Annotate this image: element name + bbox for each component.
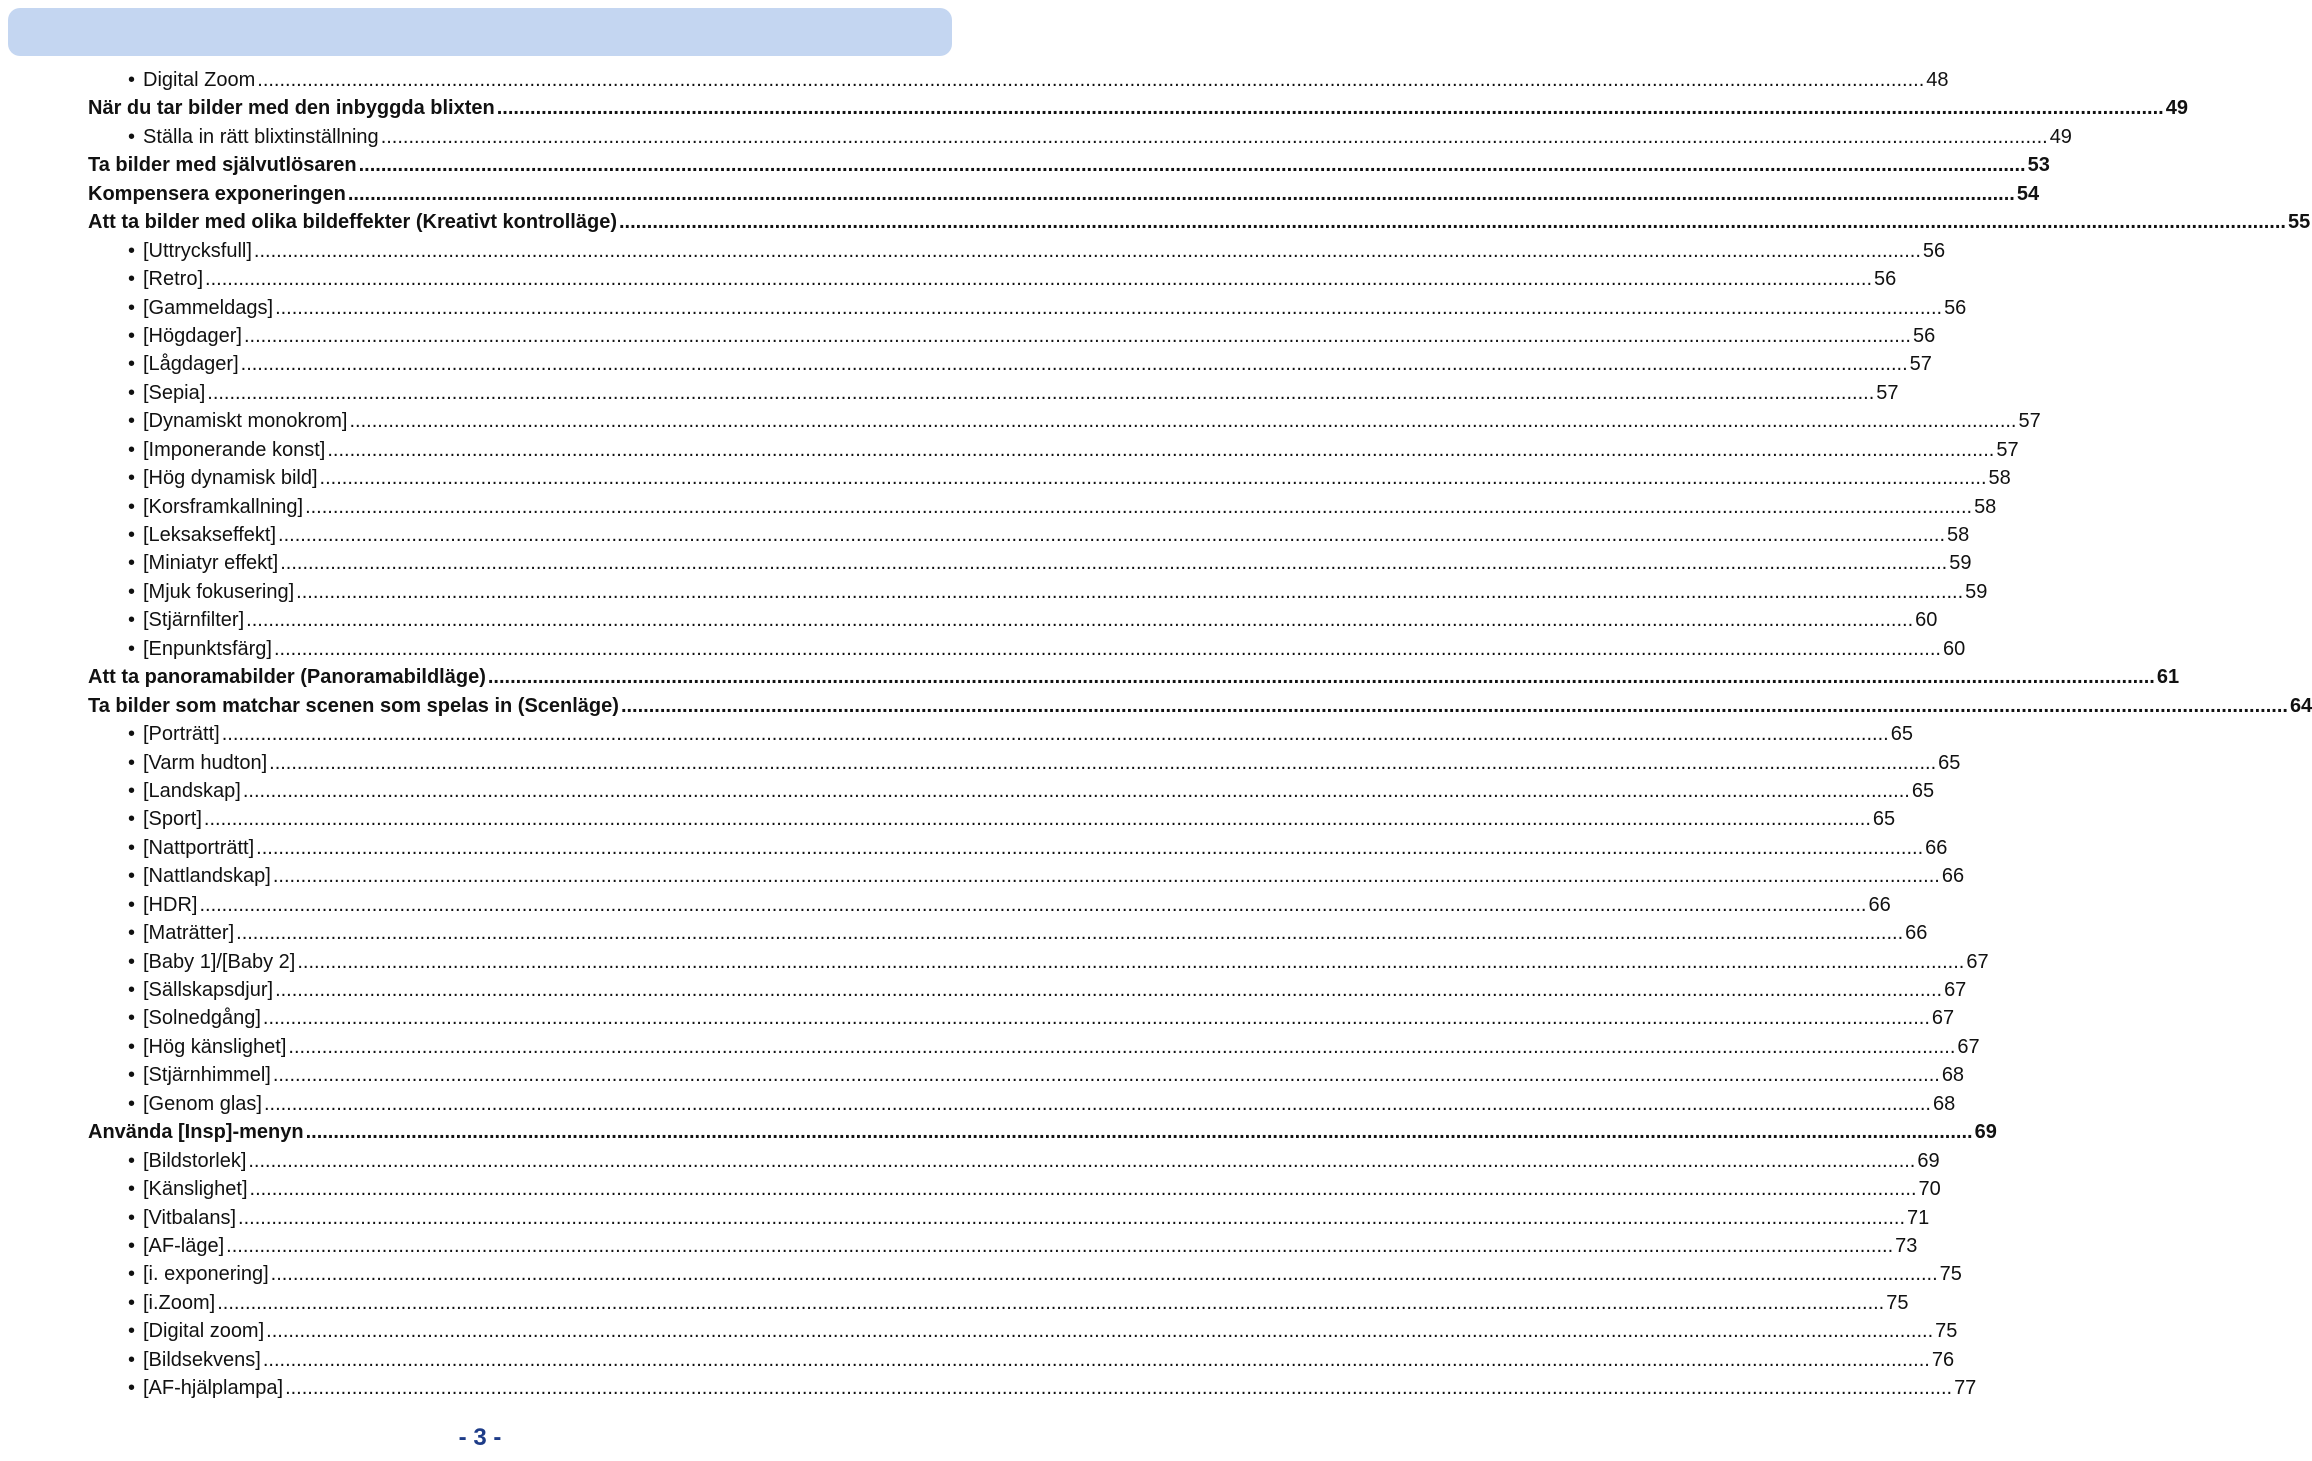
dot-leader: ............................................................................................................................................................................................................................................................................................................ xyxy=(253,239,1921,262)
toc-entry-label: När du tar bilder med den inbyggda blixten xyxy=(88,97,495,120)
toc-entry-page: 57 xyxy=(1909,353,1932,376)
dot-leader: ............................................................................................................................................................................................................................................................................................................ xyxy=(205,268,1873,291)
toc-entry-page: 67 xyxy=(1931,1007,1955,1030)
toc-entry-label: [Bildstorlek] xyxy=(143,1149,247,1172)
bullet-icon: • xyxy=(128,1263,136,1286)
dot-leader: ............................................................................................................................................................................................................................................................................................................ xyxy=(358,154,2026,177)
dot-leader: ............................................................................................................................................................................................................................................................................................................ xyxy=(249,1178,1917,1201)
toc-entry-page: 75 xyxy=(1886,1291,1909,1314)
toc-entry-label: [Leksakseffekt] xyxy=(143,524,277,546)
dot-leader: ............................................................................................................................................................................................................................................................................................................ xyxy=(297,950,1965,973)
table-of-contents xyxy=(88,66,2312,1403)
toc-entry-label: [Bildsekvens] xyxy=(143,1348,261,1371)
toc-entry[interactable] xyxy=(88,322,1936,350)
bullet-icon: • xyxy=(128,495,136,518)
toc-entry[interactable] xyxy=(88,180,2040,208)
toc-entry[interactable] xyxy=(88,948,1989,976)
toc-entry[interactable] xyxy=(88,663,2180,691)
dot-leader: ............................................................................................................................................................................................................................................................................................................ xyxy=(380,125,2048,148)
toc-entry-page: 69 xyxy=(1917,1149,1940,1172)
toc-entry-page: 59 xyxy=(1949,552,1972,575)
toc-entry-label: [Genom glas] xyxy=(143,1092,262,1115)
toc-entry[interactable] xyxy=(88,1090,1956,1118)
toc-entry-label: [Korsframkallning] xyxy=(143,495,304,518)
bullet-icon: • xyxy=(128,1377,136,1400)
toc-entry[interactable] xyxy=(88,1061,1965,1089)
toc-entry-page: 66 xyxy=(1868,893,1891,916)
toc-entry-label: [Nattporträtt] xyxy=(143,836,255,859)
bullet-icon: • xyxy=(128,751,136,774)
toc-entry-label: [Maträtter] xyxy=(143,922,235,945)
toc-entry-label: [Sepia] xyxy=(143,381,206,404)
bullet-icon: • xyxy=(128,69,136,91)
toc-entry[interactable] xyxy=(88,1204,1930,1232)
toc-entry-page: 53 xyxy=(2027,154,2050,177)
toc-entry-page: 60 xyxy=(1915,609,1938,632)
dot-leader: ............................................................................................................................................................................................................................................................................................................ xyxy=(226,1234,1894,1257)
bullet-icon: • xyxy=(128,524,136,546)
toc-entry[interactable] xyxy=(88,692,2312,720)
toc-entry-page: 70 xyxy=(1918,1178,1941,1201)
toc-entry[interactable] xyxy=(88,1175,1941,1203)
toc-entry-label: [Imponerande konst] xyxy=(143,438,326,461)
bullet-icon: • xyxy=(128,125,136,148)
toc-entry[interactable] xyxy=(88,407,2041,435)
toc-entry-page: 65 xyxy=(1938,751,1961,774)
dot-leader: ............................................................................................................................................................................................................................................................................................................ xyxy=(319,467,1987,490)
toc-entry-label: [Solnedgång] xyxy=(143,1007,261,1030)
toc-entry[interactable] xyxy=(88,123,2072,151)
dot-leader: ............................................................................................................................................................................................................................................................................................................ xyxy=(217,1291,1885,1314)
bullet-icon: • xyxy=(128,865,136,888)
toc-entry[interactable] xyxy=(88,464,2011,492)
toc-entry-label: [Vitbalans] xyxy=(143,1206,237,1229)
toc-entry-page: 58 xyxy=(1947,524,1970,546)
toc-entry[interactable] xyxy=(88,606,1938,634)
toc-entry[interactable] xyxy=(88,265,1897,293)
bullet-icon: • xyxy=(128,552,136,575)
toc-entry[interactable] xyxy=(88,237,1946,265)
bullet-icon: • xyxy=(128,1092,136,1115)
toc-entry-page: 65 xyxy=(1911,779,1935,802)
toc-entry[interactable] xyxy=(88,294,1967,322)
dot-leader: ............................................................................................................................................................................................................................................................................................................ xyxy=(207,381,1875,404)
toc-entry[interactable] xyxy=(88,94,2188,122)
bullet-icon: • xyxy=(128,637,136,660)
toc-entry[interactable] xyxy=(88,891,1891,919)
dot-leader: ............................................................................................................................................................................................................................................................................................................ xyxy=(347,182,2015,205)
toc-entry-label: Ställa in rätt blixtinställning xyxy=(143,125,379,148)
bullet-icon: • xyxy=(128,467,136,490)
toc-entry-page: 67 xyxy=(1944,979,1967,1001)
toc-entry-page: 57 xyxy=(1876,381,1899,404)
dot-leader: ............................................................................................................................................................................................................................................................................................................ xyxy=(248,1149,1916,1172)
toc-entry-label: [Retro] xyxy=(143,268,204,291)
toc-entry-label: [i. exponering] xyxy=(143,1263,269,1286)
toc-entry-page: 65 xyxy=(1872,808,1896,831)
toc-entry-page: 60 xyxy=(1942,637,1966,660)
toc-entry-label: [Lågdager] xyxy=(143,353,239,376)
toc-entry[interactable] xyxy=(88,919,1928,947)
toc-entry-label: [Landskap] xyxy=(143,779,241,802)
toc-entry-label: [Miniatyr effekt] xyxy=(143,552,279,575)
bullet-icon: • xyxy=(128,1178,136,1201)
toc-entry[interactable] xyxy=(88,805,1896,833)
toc-entry-label: [HDR] xyxy=(143,893,198,916)
toc-entry-label: [AF-läge] xyxy=(143,1234,225,1257)
toc-entry[interactable] xyxy=(88,1147,1940,1175)
bullet-icon: • xyxy=(128,1291,136,1314)
dot-leader: ............................................................................................................................................................................................................................................................................................................ xyxy=(285,1377,1953,1400)
toc-entry[interactable] xyxy=(88,976,1967,1004)
dot-leader: ............................................................................................................................................................................................................................................................................................................ xyxy=(272,1064,1940,1087)
toc-entry-page: 56 xyxy=(1874,268,1897,291)
toc-entry-label: [Hög känslighet] xyxy=(143,1035,287,1058)
bullet-icon: • xyxy=(128,836,136,859)
dot-leader: ............................................................................................................................................................................................................................................................................................................ xyxy=(278,524,1946,546)
bullet-icon: • xyxy=(128,324,136,347)
toc-entry[interactable] xyxy=(88,1033,1980,1061)
toc-entry-label: [Känslighet] xyxy=(143,1178,248,1201)
toc-entry-label: [Hög dynamisk bild] xyxy=(143,467,318,490)
dot-leader: ............................................................................................................................................................................................................................................................................................................ xyxy=(273,637,1941,660)
dot-leader: ............................................................................................................................................................................................................................................................................................................ xyxy=(272,865,1940,888)
header-bar xyxy=(8,8,952,56)
dot-leader: ............................................................................................................................................................................................................................................................................................................ xyxy=(288,1035,1956,1058)
toc-entry-page: 56 xyxy=(1944,296,1967,319)
toc-entry-page: 64 xyxy=(2289,694,2312,717)
bullet-icon: • xyxy=(128,808,136,831)
dot-leader: ............................................................................................................................................................................................................................................................................................................ xyxy=(246,609,1914,632)
toc-entry[interactable] xyxy=(88,1289,1909,1317)
toc-entry-label: [Varm hudton] xyxy=(143,751,268,774)
bullet-icon: • xyxy=(128,1035,136,1058)
toc-entry-label: [Stjärnfilter] xyxy=(143,609,245,632)
toc-entry-label: [Mjuk fokusering] xyxy=(143,580,295,603)
toc-entry[interactable] xyxy=(88,66,1949,94)
toc-entry-label: [i.Zoom] xyxy=(143,1291,216,1314)
toc-entry-label: Ta bilder med självutlösaren xyxy=(88,154,357,177)
toc-entry-page: 56 xyxy=(1922,239,1946,262)
toc-entry-label: Att ta panoramabilder (Panoramabildläge) xyxy=(88,666,486,689)
toc-entry[interactable] xyxy=(88,1004,1955,1032)
toc-entry[interactable] xyxy=(88,635,1966,663)
toc-entry-label: [Porträtt] xyxy=(143,723,220,746)
toc-entry-page: 66 xyxy=(1941,865,1965,888)
toc-entry-label: [Uttrycksfull] xyxy=(143,239,252,262)
toc-entry-label: Ta bilder som matchar scenen som spelas in (Scenläge) xyxy=(88,694,619,717)
bullet-icon: • xyxy=(128,1320,136,1343)
dot-leader: ............................................................................................................................................................................................................................................................................................................ xyxy=(349,410,2017,433)
dot-leader: ............................................................................................................................................................................................................................................................................................................ xyxy=(305,495,1973,518)
dot-leader: ............................................................................................................................................................................................................................................................................................................ xyxy=(238,1206,1906,1229)
bullet-icon: • xyxy=(128,1234,136,1257)
toc-entry-label: [Baby 1]/[Baby 2] xyxy=(143,950,296,973)
toc-entry[interactable] xyxy=(88,1374,1977,1402)
toc-entry-label: [Nattlandskap] xyxy=(143,865,271,888)
toc-entry-page: 48 xyxy=(1926,69,1949,91)
toc-entry[interactable] xyxy=(88,834,1948,862)
toc-entry-page: 67 xyxy=(1966,950,1989,973)
dot-leader: ............................................................................................................................................................................................................................................................................................................ xyxy=(256,836,1924,859)
toc-entry-page: 66 xyxy=(1905,922,1928,945)
dot-leader: ............................................................................................................................................................................................................................................................................................................ xyxy=(280,552,1948,575)
bullet-icon: • xyxy=(128,239,136,262)
dot-leader: ............................................................................................................................................................................................................................................................................................................ xyxy=(618,211,2286,234)
toc-entry-page: 49 xyxy=(2165,97,2188,120)
toc-entry[interactable] xyxy=(88,1317,1958,1345)
bullet-icon: • xyxy=(128,1206,136,1229)
toc-entry-page: 55 xyxy=(2287,211,2311,234)
dot-leader: ............................................................................................................................................................................................................................................................................................................ xyxy=(257,69,1925,91)
toc-entry-page: 75 xyxy=(1939,1263,1962,1286)
dot-leader: ............................................................................................................................................................................................................................................................................................................ xyxy=(199,893,1867,916)
toc-entry[interactable] xyxy=(88,777,1935,805)
dot-leader: ............................................................................................................................................................................................................................................................................................................ xyxy=(262,1007,1930,1030)
toc-entry-page: 58 xyxy=(1974,495,1997,518)
toc-entry-page: 71 xyxy=(1907,1206,1930,1229)
dot-leader: ............................................................................................................................................................................................................................................................................................................ xyxy=(275,979,1943,1001)
toc-entry-page: 56 xyxy=(1912,324,1936,347)
dot-leader: ............................................................................................................................................................................................................................................................................................................ xyxy=(240,353,1908,376)
page-number: - 3 - xyxy=(458,1424,502,1451)
dot-leader: ............................................................................................................................................................................................................................................................................................................ xyxy=(262,1348,1930,1371)
dot-leader: ............................................................................................................................................................................................................................................................................................................ xyxy=(305,1121,1973,1144)
dot-leader: ............................................................................................................................................................................................................................................................................................................ xyxy=(496,97,2164,120)
toc-entry-page: 75 xyxy=(1935,1320,1958,1343)
toc-entry-label: [Sällskapsdjur] xyxy=(143,979,274,1001)
toc-entry[interactable] xyxy=(88,1232,1918,1260)
dot-leader: ............................................................................................................................................................................................................................................................................................................ xyxy=(269,751,1937,774)
dot-leader: ............................................................................................................................................................................................................................................................................................................ xyxy=(487,666,2155,689)
toc-entry-page: 59 xyxy=(1965,580,1988,603)
bullet-icon: • xyxy=(128,979,136,1001)
toc-entry-label: Använda [Insp]-menyn xyxy=(88,1121,304,1144)
dot-leader: ............................................................................................................................................................................................................................................................................................................ xyxy=(296,580,1964,603)
toc-entry[interactable] xyxy=(88,578,1988,606)
toc-entry[interactable] xyxy=(88,549,1972,577)
toc-entry[interactable] xyxy=(88,1260,1962,1288)
toc-entry-label: Kompensera exponeringen xyxy=(88,182,346,205)
dot-leader: ............................................................................................................................................................................................................................................................................................................ xyxy=(243,324,1911,347)
bullet-icon: • xyxy=(128,1149,136,1172)
dot-leader: ............................................................................................................................................................................................................................................................................................................ xyxy=(327,438,1995,461)
dot-leader: ............................................................................................................................................................................................................................................................................................................ xyxy=(263,1092,1931,1115)
bullet-icon: • xyxy=(128,410,136,433)
dot-leader: ............................................................................................................................................................................................................................................................................................................ xyxy=(236,922,1904,945)
bullet-icon: • xyxy=(128,1348,136,1371)
toc-entry-label: [Enpunktsfärg] xyxy=(143,637,272,660)
bullet-icon: • xyxy=(128,381,136,404)
toc-entry[interactable] xyxy=(88,379,1899,407)
toc-entry-label: Digital Zoom xyxy=(143,69,256,91)
toc-entry[interactable] xyxy=(88,749,1961,777)
dot-leader: ............................................................................................................................................................................................................................................................................................................ xyxy=(221,723,1889,746)
toc-entry[interactable] xyxy=(88,720,1913,748)
toc-entry-label: [Högdager] xyxy=(143,324,242,347)
bullet-icon: • xyxy=(128,1007,136,1030)
toc-entry-label: [AF-hjälplampa] xyxy=(143,1377,284,1400)
dot-leader: ............................................................................................................................................................................................................................................................................................................ xyxy=(203,808,1871,831)
toc-entry[interactable] xyxy=(88,151,2050,179)
toc-entry-page: 77 xyxy=(1954,1377,1977,1400)
bullet-icon: • xyxy=(128,779,136,802)
toc-entry-page: 73 xyxy=(1895,1234,1918,1257)
bullet-icon: • xyxy=(128,1064,136,1087)
toc-entry-label: [Dynamiskt monokrom] xyxy=(143,410,348,433)
toc-entry[interactable] xyxy=(88,436,2019,464)
bullet-icon: • xyxy=(128,580,136,603)
dot-leader: ............................................................................................................................................................................................................................................................................................................ xyxy=(275,296,1943,319)
toc-entry-page: 49 xyxy=(2049,125,2072,148)
toc-entry-page: 57 xyxy=(1996,438,2019,461)
toc-entry[interactable] xyxy=(88,350,1932,378)
toc-entry-page: 67 xyxy=(1957,1035,1980,1058)
bullet-icon: • xyxy=(128,268,136,291)
toc-entry-page: 68 xyxy=(1941,1064,1965,1087)
toc-entry-page: 58 xyxy=(1988,467,2011,490)
toc-entry-label: [Sport] xyxy=(143,808,202,831)
toc-entry-label: [Digital zoom] xyxy=(143,1320,265,1343)
bullet-icon: • xyxy=(128,723,136,746)
toc-entry-page: 54 xyxy=(2016,182,2040,205)
bullet-icon: • xyxy=(128,950,136,973)
toc-entry-page: 66 xyxy=(1925,836,1948,859)
bullet-icon: • xyxy=(128,353,136,376)
bullet-icon: • xyxy=(128,893,136,916)
toc-entry-label: Att ta bilder med olika bildeffekter (Kreativt kontrolläge) xyxy=(88,211,617,234)
dot-leader: ............................................................................................................................................................................................................................................................................................................ xyxy=(620,694,2288,717)
toc-entry[interactable] xyxy=(88,521,1970,549)
toc-entry-page: 65 xyxy=(1890,723,1913,746)
toc-entry-page: 69 xyxy=(1974,1121,1997,1144)
toc-entry[interactable] xyxy=(88,208,2311,236)
bullet-icon: • xyxy=(128,296,136,319)
toc-entry[interactable] xyxy=(88,1118,1997,1146)
toc-entry-label: [Stjärnhimmel] xyxy=(143,1064,271,1087)
toc-entry[interactable] xyxy=(88,862,1965,890)
toc-entry[interactable] xyxy=(88,493,1997,521)
bullet-icon: • xyxy=(128,922,136,945)
dot-leader: ............................................................................................................................................................................................................................................................................................................ xyxy=(270,1263,1938,1286)
toc-entry-page: 68 xyxy=(1932,1092,1956,1115)
bullet-icon: • xyxy=(128,609,136,632)
toc-entry-page: 61 xyxy=(2156,666,2180,689)
toc-entry-page: 57 xyxy=(2018,410,2041,433)
bullet-icon: • xyxy=(128,438,136,461)
toc-entry-label: [Gammeldags] xyxy=(143,296,274,319)
dot-leader: ............................................................................................................................................................................................................................................................................................................ xyxy=(242,779,1910,802)
toc-entry[interactable] xyxy=(88,1346,1955,1374)
toc-entry-page: 76 xyxy=(1931,1348,1955,1371)
dot-leader: ............................................................................................................................................................................................................................................................................................................ xyxy=(266,1320,1934,1343)
